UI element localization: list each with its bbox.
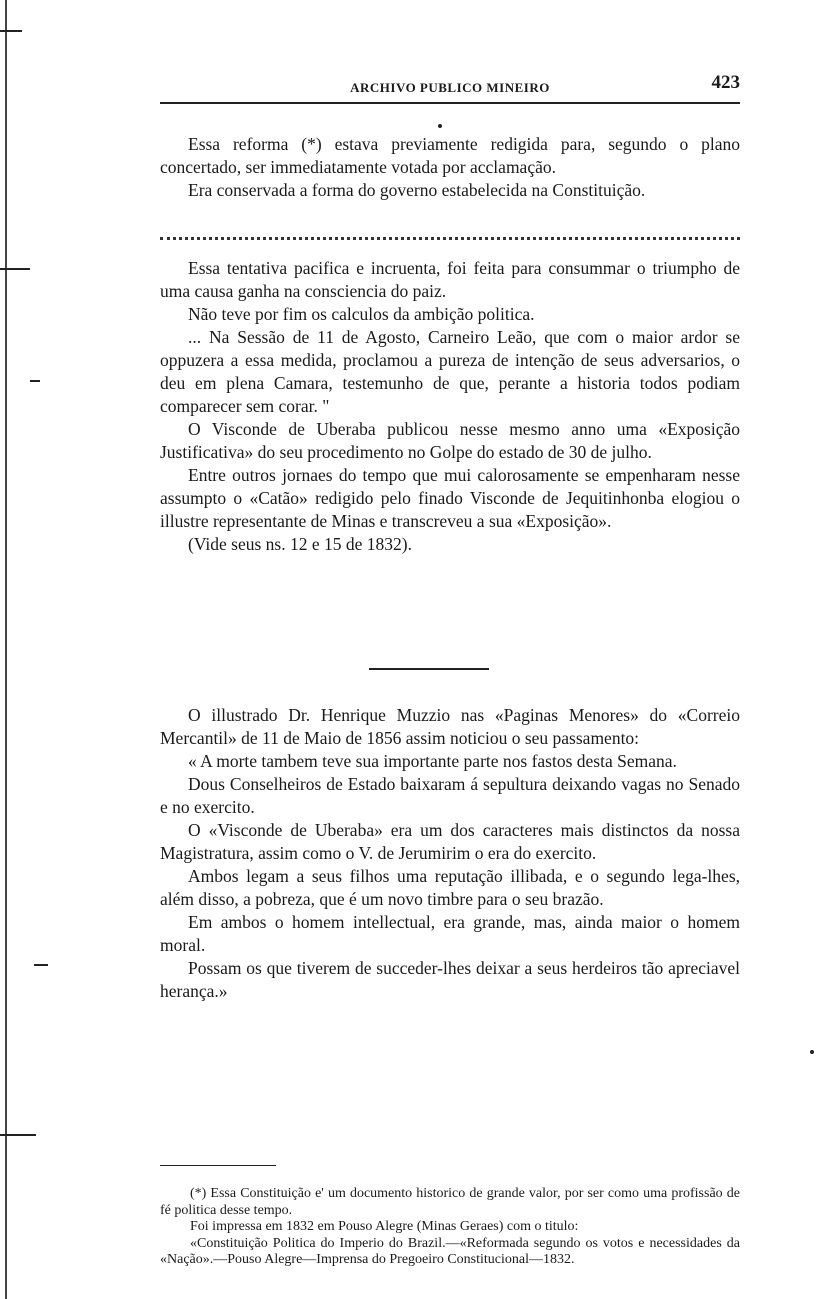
scan-edge-line bbox=[5, 0, 7, 1299]
page-header bbox=[160, 70, 740, 104]
paragraph: Em ambos o homem intellectual, era grande, mas, ainda maior o homem moral. bbox=[160, 912, 740, 955]
paragraph: Dous Conselheiros de Estado baixaram á sepultura deixando vagas no Senado e no exercito. bbox=[160, 774, 740, 817]
footnote: «Constituição Politica do Imperio do Brazil.—«Reformada segundo os votos e necessidades da «Nação».—Pouso Alegre—Imprensa do Pregoeiro Constitucional—1832. bbox=[160, 1235, 740, 1267]
section-separator bbox=[369, 668, 489, 670]
header-rule bbox=[160, 102, 740, 104]
paragraph: Ambos legam a seus filhos uma reputação illibada, e o segundo lega-lhes, além disso, a pobreza, que é um novo timbre para o seu brazão. bbox=[160, 866, 740, 909]
section-tentativa bbox=[160, 257, 740, 556]
running-title: ARCHIVO PUBLICO MINEIRO bbox=[350, 80, 550, 95]
paragraph: Essa tentativa pacifica e incruenta, foi feita para consummar o triumpho de uma causa ganha na consciencia do paiz. bbox=[160, 258, 740, 301]
paragraph: O illustrado Dr. Henrique Muzzio nas «Paginas Menores» do «Correio Mercantil» de 11 de Maio de 1856 assim noticiou o seu passamento: bbox=[160, 705, 740, 748]
paragraph: « A morte tambem teve sua importante parte nos fastos desta Semana. bbox=[188, 751, 677, 771]
paragraph: Era conservada a forma do governo estabelecida na Constituição. bbox=[188, 180, 646, 200]
paragraph: Não teve por fim os calculos da ambição politica. bbox=[188, 304, 535, 324]
dotted-separator bbox=[160, 237, 740, 240]
section-noticia bbox=[160, 704, 740, 1003]
footnote: (*) Essa Constituição e' um documento historico de grande valor, por ser como uma profissão de fé politica desse tempo. bbox=[160, 1186, 740, 1218]
print-speck bbox=[810, 1050, 814, 1054]
footnote: Foi impressa em 1832 em Pouso Alegre (Minas Geraes) com o titulo: bbox=[190, 1219, 579, 1234]
page-number: 423 bbox=[711, 72, 740, 93]
print-speck bbox=[438, 124, 442, 128]
paragraph: Possam os que tiverem de succeder-lhes deixar a seus herdeiros tão apreciavel herança.» bbox=[160, 958, 740, 1001]
paragraph: Essa reforma (*) estava previamente redigida para, segundo o plano concertado, ser immediatamente votada por acclamação. bbox=[160, 134, 740, 177]
paragraph: Entre outros jornaes do tempo que mui calorosamente se empenharam nesse assumpto o «Catão» redigido pelo finado Visconde de Jequitinhonba elogiou o illustre representante de Minas e transcreveu a sua «Exposição». bbox=[160, 465, 740, 531]
scan-edge-mark bbox=[0, 30, 22, 32]
paragraph: (Vide seus ns. 12 e 15 de 1832). bbox=[188, 534, 412, 554]
paragraph: O Visconde de Uberaba publicou nesse mesmo anno uma «Exposição Justificativa» do seu procedimento no Golpe do estado de 30 de julho. bbox=[160, 419, 740, 462]
footnote-rule bbox=[160, 1165, 276, 1166]
scan-edge-mark bbox=[34, 964, 48, 966]
scan-edge-mark bbox=[0, 268, 30, 270]
scan-edge-mark bbox=[0, 1134, 36, 1136]
paragraph: O «Visconde de Uberaba» era um dos caracteres mais distinctos da nossa Magistratura, assim como o V. de Jerumirim o era do exercito. bbox=[160, 820, 740, 863]
scan-edge-mark bbox=[30, 380, 40, 382]
paragraph: ... Na Sessão de 11 de Agosto, Carneiro Leão, que com o maior ardor se oppuzera a essa medida, proclamou a pureza de intenção de seus adversarios, o deu em plena Camara, testemunho de que, perante a historia todos podiam comparecer sem corar. " bbox=[160, 327, 740, 416]
section-reforma bbox=[160, 133, 740, 202]
footnotes bbox=[160, 1186, 740, 1269]
